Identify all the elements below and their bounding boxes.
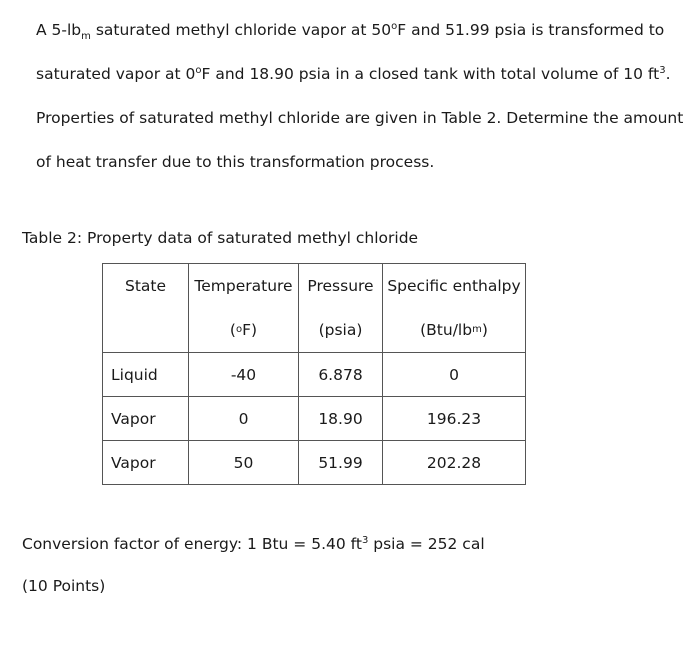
header-label: Specific enthalpy <box>387 277 521 295</box>
cell-state: Vapor <box>103 441 189 485</box>
cell-temperature: 50 <box>189 441 299 485</box>
text-span: A 5-lb <box>36 21 82 39</box>
header-unit: (psia) <box>318 321 363 339</box>
problem-line-1 <box>36 8 676 52</box>
header-temperature <box>189 264 299 353</box>
header-enthalpy <box>383 264 526 353</box>
subscript: m <box>81 31 91 43</box>
text-span: F and 18.90 psia in a closed tank with total volume of 10 ft <box>201 65 660 83</box>
header-unit: ( o F) <box>229 321 258 339</box>
text-span: . <box>665 65 671 83</box>
table-caption: Table 2: Property data of saturated methyl chloride <box>22 229 419 247</box>
degree-sign: o <box>195 64 202 76</box>
problem-line-2 <box>36 52 676 96</box>
cell-pressure: 51.99 <box>299 441 383 485</box>
header-state <box>103 264 189 353</box>
text-span: F and 51.99 psia is transformed to <box>397 21 665 39</box>
points-label: (10 Points) <box>22 577 106 595</box>
cell-temperature: -40 <box>189 353 299 397</box>
text-span: saturated vapor at 0 <box>36 65 196 83</box>
problem-statement <box>36 8 684 184</box>
header-pressure <box>299 264 383 353</box>
cell-temperature: 0 <box>189 397 299 441</box>
table-header-row <box>103 264 526 353</box>
conversion-factor <box>22 535 485 553</box>
text-span: (Btu/lb <box>420 321 473 339</box>
cell-enthalpy: 202.28 <box>383 441 526 485</box>
text-span: Conversion factor of energy: 1 Btu = 5.40 ft <box>22 535 362 553</box>
table-row <box>103 397 526 441</box>
text-span: ) <box>481 321 488 339</box>
header-unit: (Btu/lb m ) <box>420 321 488 339</box>
text-span: psia = 252 cal <box>368 535 485 553</box>
header-label: State <box>124 277 167 295</box>
header-label: Pressure <box>307 277 374 295</box>
cell-pressure: 18.90 <box>299 397 383 441</box>
superscript: 3 <box>659 64 666 76</box>
cell-enthalpy: 0 <box>383 353 526 397</box>
problem-line-3: Properties of saturated methyl chloride are given in Table 2. Determine the amount <box>36 109 684 127</box>
degree-sign: o <box>391 20 398 32</box>
cell-pressure: 6.878 <box>299 353 383 397</box>
text-span: saturated methyl chloride vapor at 50 <box>90 21 392 39</box>
text-span: ( <box>229 321 236 339</box>
cell-state: Liquid <box>103 353 189 397</box>
superscript: 3 <box>361 534 369 546</box>
header-label: Temperature <box>194 277 293 295</box>
cell-state: Vapor <box>103 397 189 441</box>
cell-enthalpy: 196.23 <box>383 397 526 441</box>
table-row <box>103 353 526 397</box>
table-row <box>103 441 526 485</box>
text-span: F) <box>242 321 258 339</box>
problem-line-4: of heat transfer due to this transformation process. <box>36 153 435 171</box>
property-table <box>102 263 526 485</box>
